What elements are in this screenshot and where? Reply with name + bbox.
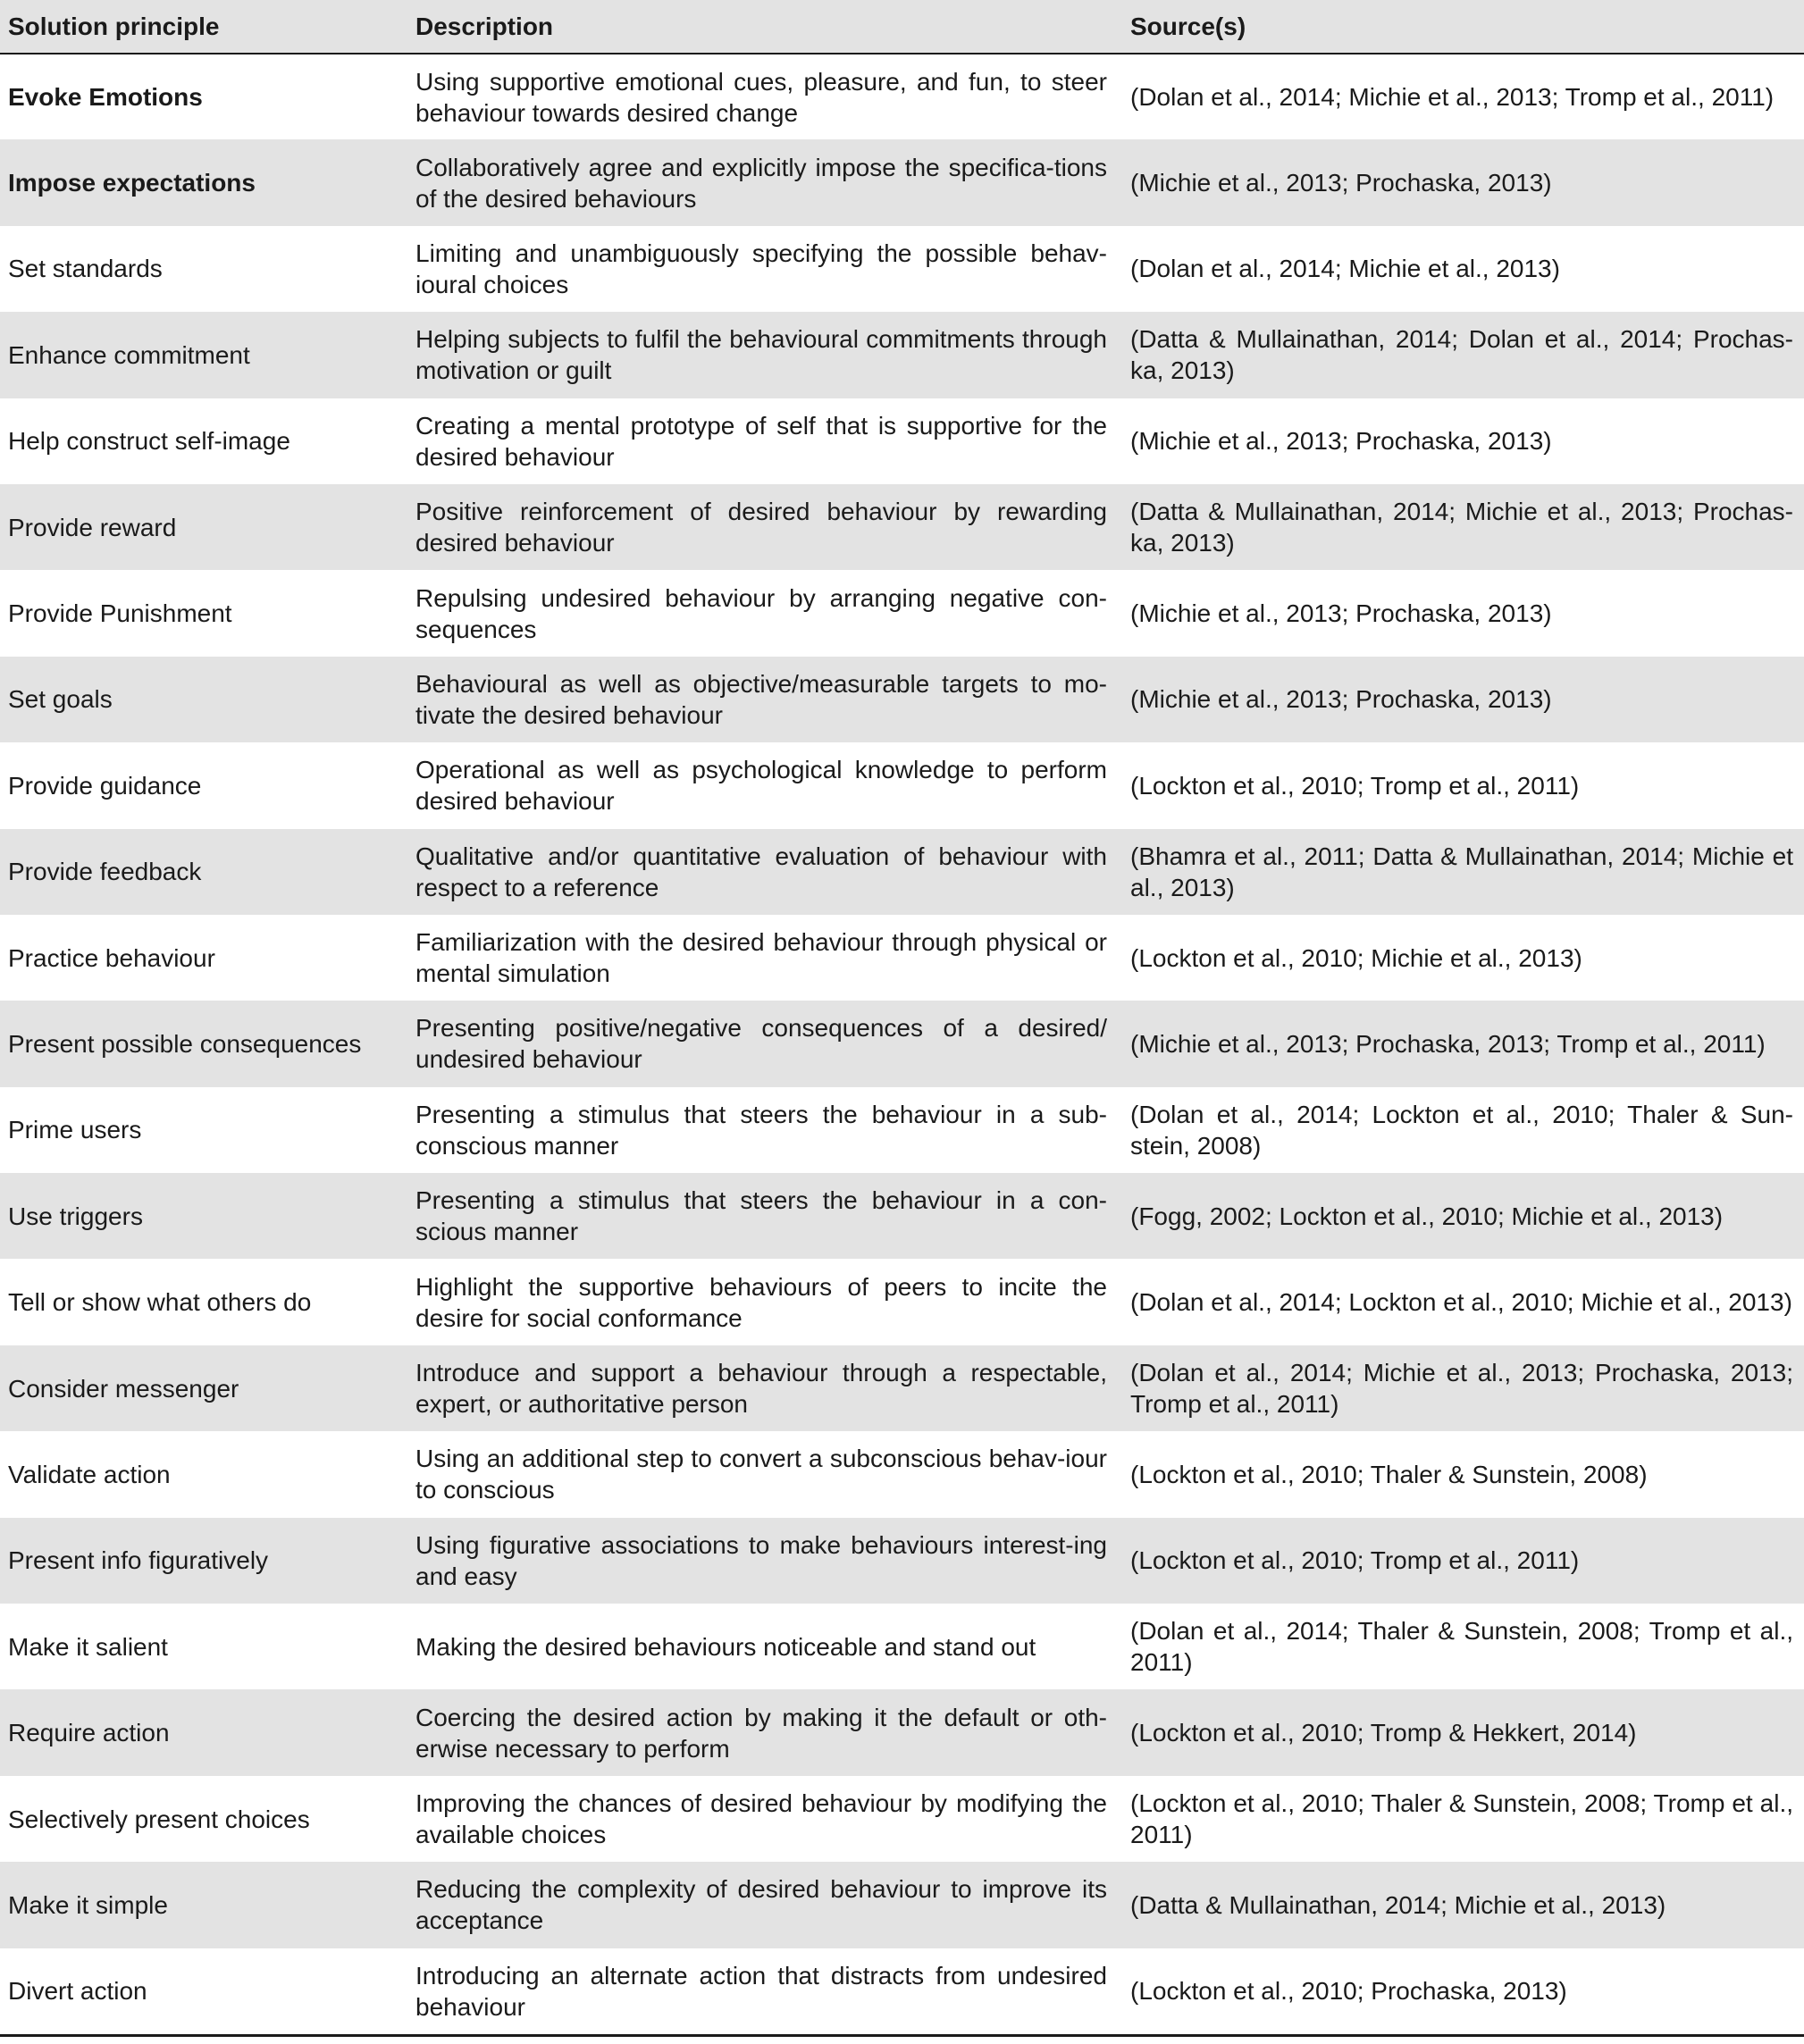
cell-solution-principle: Present info figuratively bbox=[8, 1546, 269, 1575]
cell-sources: (Datta & Mullainathan, 2014; Michie et al., 2013) bbox=[1130, 1890, 1666, 1919]
cell-sources: (Michie et al., 2013; Prochaska, 2013) bbox=[1130, 427, 1552, 456]
cell-description: Creating a mental prototype of self that is supportive for the desired behaviour bbox=[415, 411, 1107, 471]
cell-sources: (Datta & Mullainathan, 2014; Dolan et al., 2014; Prochas-ka, 2013) bbox=[1130, 325, 1793, 385]
table-row bbox=[0, 312, 1804, 398]
header-description: Description bbox=[407, 0, 1121, 54]
table-row bbox=[0, 1087, 1804, 1173]
cell-description: Highlight the supportive behaviours of peers to incite the desire for social conformance bbox=[415, 1272, 1107, 1332]
header-solution-principle: Solution principle bbox=[0, 0, 407, 54]
cell-description: Introducing an alternate action that distracts from undesired behaviour bbox=[415, 1961, 1107, 2021]
cell-sources: (Dolan et al., 2014; Michie et al., 2013; Prochaska, 2013; Tromp et al., 2011) bbox=[1130, 1359, 1793, 1419]
cell-sources: (Lockton et al., 2010; Thaler & Sunstein, 2008) bbox=[1130, 1460, 1648, 1488]
cell-description: Using supportive emotional cues, pleasure, and fun, to steer behaviour towards desired change bbox=[415, 67, 1107, 127]
cell-solution-principle: Impose expectations bbox=[8, 169, 256, 197]
cell-description: Operational as well as psychological knowledge to perform desired behaviour bbox=[415, 756, 1107, 816]
cell-description: Presenting a stimulus that steers the behaviour in a sub-conscious manner bbox=[415, 1100, 1107, 1160]
cell-description: Helping subjects to fulfil the behavioural commitments through motivation or guilt bbox=[415, 325, 1107, 385]
table-row bbox=[0, 1862, 1804, 1948]
table-row bbox=[0, 1431, 1804, 1517]
cell-solution-principle: Evoke Emotions bbox=[8, 83, 203, 112]
table-row bbox=[0, 1776, 1804, 1862]
table-bottom-rule bbox=[0, 2034, 1804, 2037]
cell-description: Qualitative and/or quantitative evaluation of behaviour with respect to a reference bbox=[415, 842, 1107, 901]
cell-description: Presenting a stimulus that steers the behaviour in a con-scious manner bbox=[415, 1186, 1107, 1246]
cell-sources: (Dolan et al., 2014; Thaler & Sunstein, 2008; Tromp et al., 2011) bbox=[1130, 1617, 1793, 1677]
table-row bbox=[0, 829, 1804, 915]
table-row bbox=[0, 1518, 1804, 1604]
cell-solution-principle: Prime users bbox=[8, 1116, 142, 1144]
cell-solution-principle: Make it simple bbox=[8, 1890, 168, 1919]
table-row bbox=[0, 484, 1804, 570]
cell-sources: (Michie et al., 2013; Prochaska, 2013) bbox=[1130, 169, 1552, 197]
cell-sources: (Michie et al., 2013; Prochaska, 2013; Tromp et al., 2011) bbox=[1130, 1029, 1766, 1058]
cell-sources: (Lockton et al., 2010; Michie et al., 2013) bbox=[1130, 943, 1582, 972]
table-row bbox=[0, 570, 1804, 656]
table-row bbox=[0, 1345, 1804, 1431]
cell-description: Collaboratively agree and explicitly impose the specifica-tions of the desired behaviours bbox=[415, 153, 1107, 213]
table-header bbox=[0, 0, 1804, 54]
cell-sources: (Dolan et al., 2014; Lockton et al., 2010; Thaler & Sun-stein, 2008) bbox=[1130, 1100, 1793, 1160]
cell-sources: (Lockton et al., 2010; Tromp et al., 2011) bbox=[1130, 1546, 1580, 1575]
cell-solution-principle: Provide feedback bbox=[8, 858, 202, 886]
cell-solution-principle: Validate action bbox=[8, 1460, 171, 1488]
table-row bbox=[0, 1948, 1804, 2034]
table-row bbox=[0, 398, 1804, 484]
cell-solution-principle: Consider messenger bbox=[8, 1374, 239, 1403]
cell-sources: (Dolan et al., 2014; Lockton et al., 2010; Michie et al., 2013) bbox=[1130, 1288, 1792, 1317]
cell-sources: (Lockton et al., 2010; Tromp & Hekkert, 2014) bbox=[1130, 1719, 1637, 1747]
cell-description: Reducing the complexity of desired behaviour to improve its acceptance bbox=[415, 1875, 1107, 1935]
cell-description: Familiarization with the desired behaviour through physical or mental simulation bbox=[415, 928, 1107, 988]
cell-sources: (Datta & Mullainathan, 2014; Michie et al., 2013; Prochas-ka, 2013) bbox=[1130, 498, 1793, 557]
table-row bbox=[0, 1689, 1804, 1775]
cell-sources: (Lockton et al., 2010; Prochaska, 2013) bbox=[1130, 1977, 1567, 2006]
table-row bbox=[0, 915, 1804, 1001]
cell-description: Using an additional step to convert a subconscious behav-iour to conscious bbox=[415, 1445, 1107, 1504]
table-row bbox=[0, 1173, 1804, 1259]
cell-sources: (Michie et al., 2013; Prochaska, 2013) bbox=[1130, 599, 1552, 628]
cell-solution-principle: Use triggers bbox=[8, 1202, 143, 1230]
cell-sources: (Fogg, 2002; Lockton et al., 2010; Michie et al., 2013) bbox=[1130, 1202, 1724, 1230]
table-row bbox=[0, 139, 1804, 225]
table-body bbox=[0, 54, 1804, 2034]
table-row bbox=[0, 657, 1804, 742]
table-row bbox=[0, 1604, 1804, 1689]
header-sources: Source(s) bbox=[1121, 0, 1804, 54]
cell-solution-principle: Set goals bbox=[8, 685, 113, 714]
cell-sources: (Bhamra et al., 2011; Datta & Mullainathan, 2014; Michie et al., 2013) bbox=[1130, 842, 1793, 901]
cell-description: Improving the chances of desired behaviour by modifying the available choices bbox=[415, 1789, 1107, 1848]
cell-solution-principle: Divert action bbox=[8, 1977, 147, 2006]
cell-description: Introduce and support a behaviour through a respectable, expert, or authoritative person bbox=[415, 1359, 1107, 1419]
cell-description: Presenting positive/negative consequences of a desired/ undesired behaviour bbox=[415, 1014, 1107, 1074]
cell-description: Behavioural as well as objective/measurable targets to mo-tivate the desired behaviour bbox=[415, 669, 1107, 729]
cell-solution-principle: Provide Punishment bbox=[8, 599, 232, 628]
cell-solution-principle: Provide guidance bbox=[8, 771, 202, 800]
table-row bbox=[0, 1259, 1804, 1345]
table-row bbox=[0, 1001, 1804, 1086]
header-row bbox=[0, 0, 1804, 54]
cell-description: Repulsing undesired behaviour by arranging negative con-sequences bbox=[415, 583, 1107, 643]
cell-solution-principle: Require action bbox=[8, 1719, 170, 1747]
cell-sources: (Dolan et al., 2014; Michie et al., 2013) bbox=[1130, 255, 1560, 283]
cell-description: Using figurative associations to make behaviours interest-ing and easy bbox=[415, 1530, 1107, 1590]
cell-sources: (Michie et al., 2013; Prochaska, 2013) bbox=[1130, 685, 1552, 714]
table-row bbox=[0, 226, 1804, 312]
cell-solution-principle: Selectively present choices bbox=[8, 1805, 310, 1833]
cell-solution-principle: Set standards bbox=[8, 255, 163, 283]
table-row bbox=[0, 742, 1804, 828]
cell-solution-principle: Provide reward bbox=[8, 513, 177, 541]
cell-sources: (Lockton et al., 2010; Thaler & Sunstein, 2008; Tromp et al., 2011) bbox=[1130, 1789, 1793, 1848]
cell-description: Limiting and unambiguously specifying the possible behav-ioural choices bbox=[415, 239, 1107, 298]
cell-description: Making the desired behaviours noticeable and stand out bbox=[415, 1632, 1036, 1661]
cell-description: Coercing the desired action by making it the default or oth-erwise necessary to perform bbox=[415, 1703, 1107, 1763]
cell-solution-principle: Help construct self-image bbox=[8, 427, 290, 456]
cell-description: Positive reinforcement of desired behaviour by rewarding desired behaviour bbox=[415, 498, 1107, 557]
cell-sources: (Lockton et al., 2010; Tromp et al., 2011) bbox=[1130, 771, 1580, 800]
cell-solution-principle: Make it salient bbox=[8, 1632, 168, 1661]
cell-solution-principle: Present possible consequences bbox=[8, 1029, 362, 1058]
cell-solution-principle: Enhance commitment bbox=[8, 340, 250, 369]
table-row bbox=[0, 54, 1804, 139]
cell-sources: (Dolan et al., 2014; Michie et al., 2013; Tromp et al., 2011) bbox=[1130, 83, 1775, 112]
cell-solution-principle: Tell or show what others do bbox=[8, 1288, 312, 1317]
cell-solution-principle: Practice behaviour bbox=[8, 943, 215, 972]
